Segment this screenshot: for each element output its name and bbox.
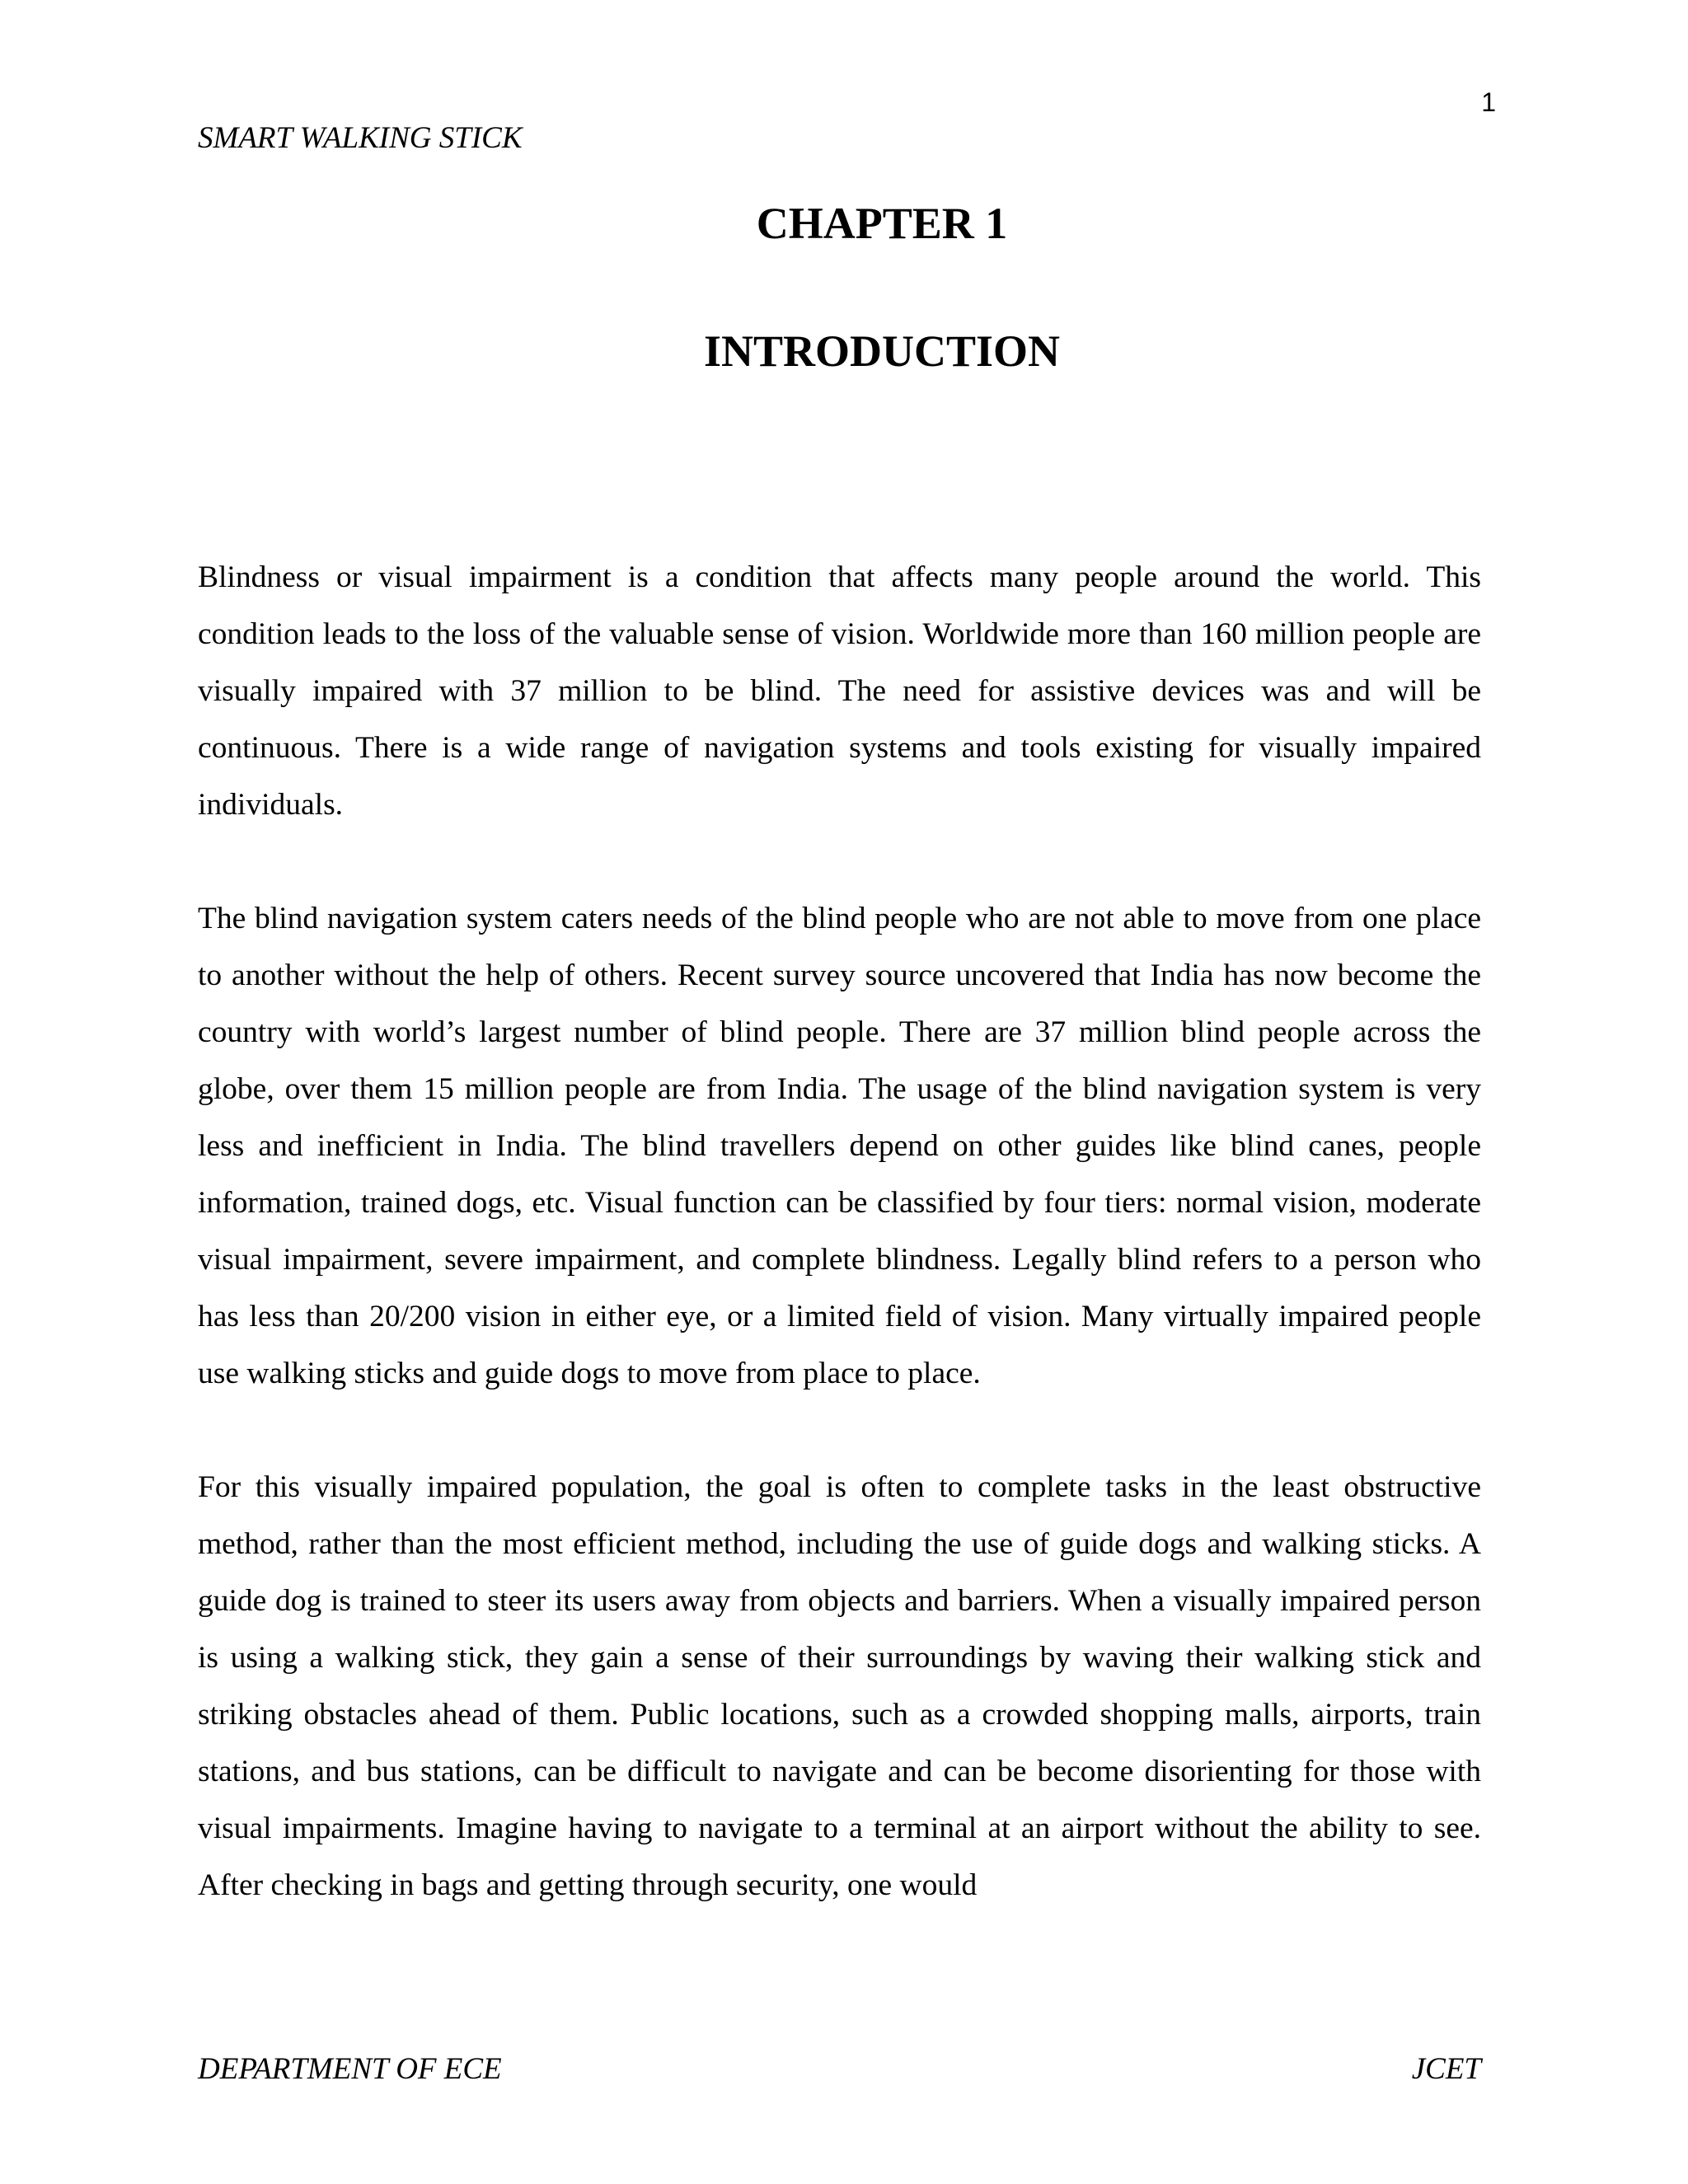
page-number: 1: [1481, 87, 1496, 117]
paragraph: The blind navigation system caters needs of the blind people who are not able to move from one place to another without the help of others. Recent survey source uncovered that India has now become the country with world’s largest number of blind people. There are 37 million blind people across the globe, over them 15 million people are from India. The usage of the blind navigation system is very less and inefficient in India. The blind travellers depend on other guides like blind canes, people information, trained dogs, etc. Visual function can be classified by four tiers: normal vision, moderate visual impairment, severe impairment, and complete blindness. Legally blind refers to a person who has less than 20/200 vision in either eye, or a limited field of vision. Many virtually impaired people use walking sticks and guide dogs to move from place to place.: [198, 902, 1481, 1390]
body-text: [198, 549, 1481, 1914]
paragraph: For this visually impaired population, the goal is often to complete tasks in the least obstructive method, rather than the most efficient method, including the use of guide dogs and walking sticks. A guide dog is trained to steer its users away from objects and barriers. When a visually impaired person is using a walking stick, they gain a sense of their surroundings by waving their walking stick and striking obstacles ahead of them. Public locations, such as a crowded shopping malls, airports, train stations, and bus stations, can be difficult to navigate and can be become disorienting for those with visual impairments. Imagine having to navigate to a terminal at an airport without the ability to see. After checking in bags and getting through security, one would: [198, 1470, 1481, 1902]
chapter-title: INTRODUCTION: [703, 326, 1061, 376]
paragraph: Blindness or visual impairment is a condition that affects many people around the world. This condition leads to the loss of the valuable sense of vision. Worldwide more than 160 million people are visually impaired with 37 million to be blind. The need for assistive devices was and will be continuous. There is a wide range of navigation systems and tools existing for visually impaired individuals.: [198, 560, 1481, 822]
chapter-number: CHAPTER 1: [756, 199, 1008, 248]
footer-institution: JCET: [1411, 2052, 1481, 2086]
footer-department: DEPARTMENT OF ECE: [198, 2052, 502, 2086]
running-header: SMART WALKING STICK: [198, 121, 523, 155]
